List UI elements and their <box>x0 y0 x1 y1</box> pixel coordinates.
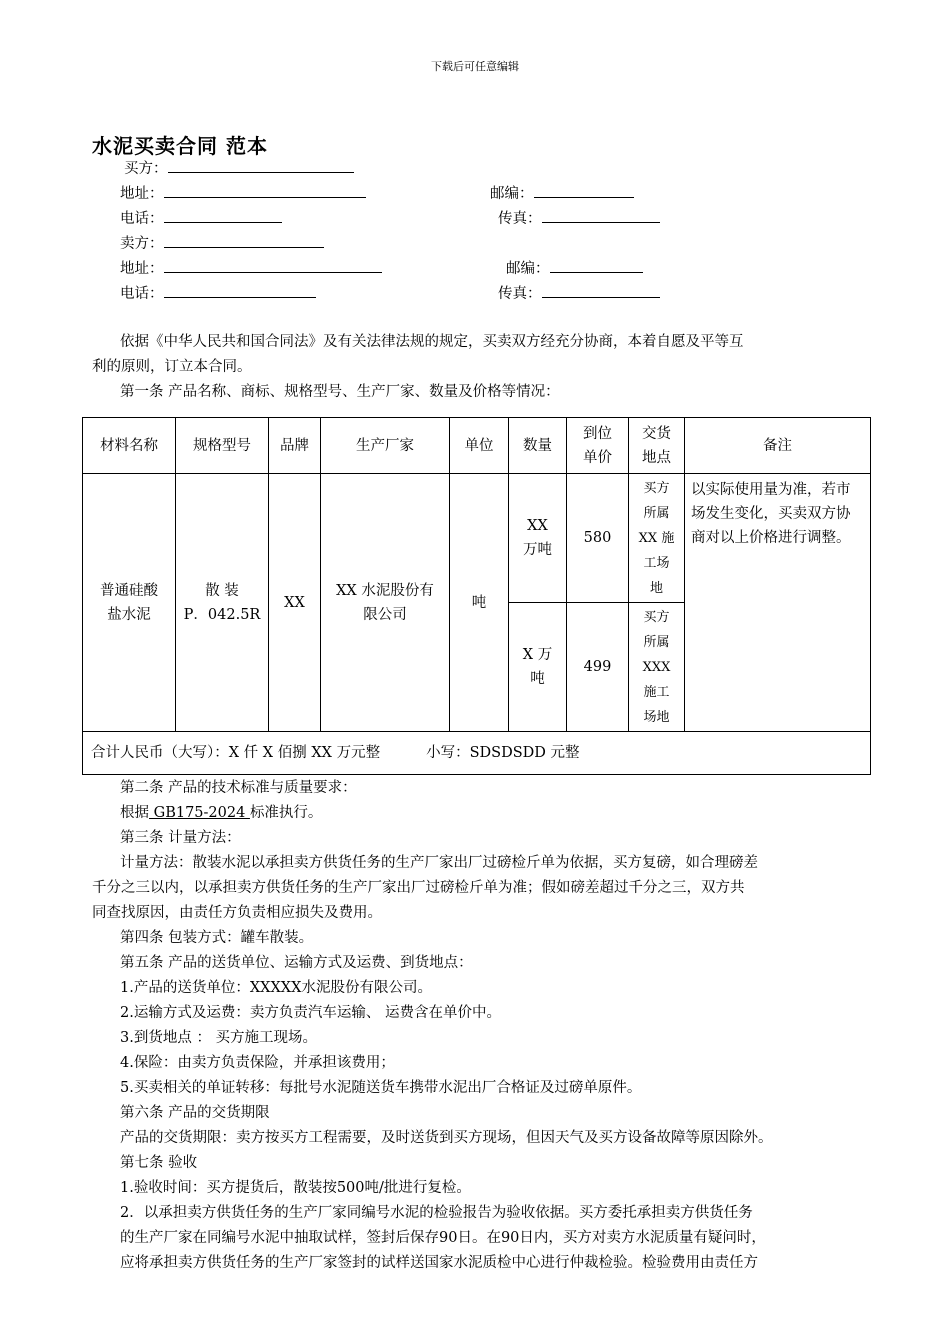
th-place-line: 交货 <box>642 425 671 442</box>
th-material: 材料名称 <box>83 418 176 474</box>
seller-postcode-row <box>506 258 643 279</box>
th-price-line: 单价 <box>583 449 612 466</box>
seller-phone-label: 电话： <box>120 286 164 302</box>
th-maker: 生产厂家 <box>321 418 450 474</box>
article-5-heading: 第五条 产品的送货单位、运输方式及运费、到货地点： <box>120 955 473 971</box>
cell-qty <box>509 603 567 732</box>
th-place <box>629 418 685 474</box>
article-5-item-4: 4.保险：由卖方负责保险，并承担该费用； <box>120 1055 395 1071</box>
seller-field[interactable] <box>164 233 324 248</box>
seller-postcode-label: 邮编： <box>506 261 550 277</box>
article-2-pre: 根据 <box>120 805 149 821</box>
total-text: 合计人民币（大写）：X 仟 X 佰捌 XX 万元整 <box>91 745 381 761</box>
table-row <box>83 474 871 603</box>
cell-place <box>629 474 685 603</box>
seller-phone-field[interactable] <box>164 283 316 298</box>
buyer-postcode-row <box>490 183 634 204</box>
cell-line: 普通硅酸 <box>100 582 158 599</box>
cell-line: 施工 <box>643 684 670 700</box>
cell-line: 场地 <box>643 709 670 725</box>
cell-line: 所属 <box>643 634 670 650</box>
buyer-address-row <box>120 183 366 204</box>
cell-remark: 以实际使用量为准，若市场发生变化，买卖双方协商对以上价格进行调整。 <box>685 474 871 732</box>
header-note: 下载后可任意编辑 <box>431 60 519 73</box>
th-price-line: 到位 <box>583 425 612 442</box>
buyer-fax-label: 传真： <box>498 211 542 227</box>
cell-line: XX <box>527 518 548 534</box>
cell-line: 买方 <box>643 609 670 625</box>
seller-fax-row <box>498 283 660 304</box>
buyer-phone-row <box>120 208 282 229</box>
intro-line-2: 利的原则，订立本合同。 <box>92 359 252 375</box>
th-qty: 数量 <box>509 418 567 474</box>
cell-total <box>83 732 871 775</box>
th-spec: 规格型号 <box>176 418 269 474</box>
buyer-postcode-field[interactable] <box>534 183 634 198</box>
article-7-item-2-line-2: 的生产厂家在同编号水泥中抽取试样，签封后保存90日。在90日内，买方对卖方水泥质量有疑问时， <box>120 1230 766 1246</box>
product-table <box>82 417 871 775</box>
cell-unit: 吨 <box>450 474 509 732</box>
total-small: 小写：SDSDSDD 元整 <box>426 745 580 761</box>
article-5-item-3: 3.到货地点 ： 买方施工现场。 <box>120 1030 318 1046</box>
th-unit: 单位 <box>450 418 509 474</box>
cell-line: 工场 <box>643 555 670 571</box>
th-remark: 备注 <box>685 418 871 474</box>
article-3-line-3: 同查找原因，由责任方负责相应损失及费用。 <box>92 905 382 921</box>
table-total-row <box>83 732 871 775</box>
page-title: 水泥买卖合同 范本 <box>92 134 268 158</box>
cell-price: 580 <box>567 474 629 603</box>
article-2-post: 标准执行。 <box>249 805 323 821</box>
standard-code: GB175-2024 <box>149 805 250 821</box>
article-5-item-2: 2.运输方式及运费：卖方负责汽车运输、 运费含在单价中。 <box>120 1005 501 1021</box>
cell-maker <box>321 474 450 732</box>
article-6-heading: 第六条 产品的交货期限 <box>120 1105 270 1121</box>
article-3-line-1: 计量方法：散装水泥以承担卖方供货任务的生产厂家出厂过磅检斤单为依据，买方复磅，如合理磅差 <box>120 855 758 871</box>
cell-line: 买方 <box>643 480 670 496</box>
buyer-phone-field[interactable] <box>164 208 282 223</box>
cell-line: P．042.5R <box>183 606 261 623</box>
cell-price: 499 <box>567 603 629 732</box>
cell-line: 限公司 <box>363 606 407 623</box>
article-4-heading: 第四条 包装方式：罐车散装。 <box>120 930 314 946</box>
article-5-item-1: 1.产品的送货单位：XXXXX水泥股份有限公司。 <box>120 980 432 996</box>
buyer-postcode-label: 邮编： <box>490 186 534 202</box>
seller-phone-row <box>120 283 316 304</box>
seller-address-row <box>120 258 382 279</box>
cell-brand: XX <box>269 474 321 732</box>
seller-fax-label: 传真： <box>498 286 542 302</box>
article-2-heading: 第二条 产品的技术标准与质量要求： <box>120 780 357 796</box>
buyer-field[interactable] <box>168 158 354 173</box>
article-7-item-2-line-3: 应将承担卖方供货任务的生产厂家签封的试样送国家水泥质检中心进行仲裁检验。检验费用由责任方 <box>120 1255 758 1271</box>
cell-line: 盐水泥 <box>107 606 151 623</box>
cell-spec <box>176 474 269 732</box>
buyer-address-field[interactable] <box>164 183 366 198</box>
buyer-fax-field[interactable] <box>542 208 660 223</box>
article-6-text: 产品的交货期限：卖方按买方工程需要，及时送货到买方现场，但因天气及买方设备故障等原因除外。 <box>120 1130 773 1146</box>
cell-line: XX 水泥股份有 <box>336 582 434 599</box>
cell-line: XX 施 <box>638 530 675 546</box>
th-price <box>567 418 629 474</box>
seller-address-field[interactable] <box>164 258 382 273</box>
article-3-heading: 第三条 计量方法： <box>120 830 241 846</box>
article-2-text <box>120 803 322 823</box>
seller-address-label: 地址： <box>120 261 164 277</box>
cell-line: X 万 <box>522 647 553 663</box>
article-7-item-2-line-1: 2．以承担卖方供货任务的生产厂家同编号水泥的检验报告为验收依据。买方委托承担卖方供货任务 <box>120 1205 753 1221</box>
th-place-line: 地点 <box>642 449 671 466</box>
seller-label: 卖方： <box>120 236 164 252</box>
buyer-fax-row <box>498 208 660 229</box>
article-1-heading: 第一条 产品名称、商标、规格型号、生产厂家、数量及价格等情况： <box>120 384 560 400</box>
article-5-item-5: 5.买卖相关的单证转移：每批号水泥随送货车携带水泥出厂合格证及过磅单原件。 <box>120 1080 642 1096</box>
cell-line: 地 <box>649 580 663 596</box>
cell-place <box>629 603 685 732</box>
buyer-phone-label: 电话： <box>120 211 164 227</box>
cell-line: XXX <box>642 659 671 675</box>
th-brand: 品牌 <box>269 418 321 474</box>
seller-row <box>120 233 324 254</box>
cell-line: 散 装 <box>205 582 239 599</box>
cell-line: 吨 <box>530 671 545 687</box>
cell-material <box>83 474 176 732</box>
article-7-item-1: 1.验收时间：买方提货后，散装按500吨/批进行复检。 <box>120 1180 471 1196</box>
cell-line: 万吨 <box>523 542 552 558</box>
article-7-heading: 第七条 验收 <box>120 1155 198 1171</box>
seller-fax-field[interactable] <box>542 283 660 298</box>
buyer-row <box>124 158 354 179</box>
article-3-line-2: 千分之三以内，以承担卖方供货任务的生产厂家出厂过磅检斤单为准；假如磅差超过千分之三，双方共 <box>92 880 745 896</box>
intro-line-1: 依据《中华人民共和国合同法》及有关法律法规的规定，买卖双方经充分协商，本着自愿及平等互 <box>120 334 744 350</box>
buyer-label: 买方： <box>124 161 168 177</box>
table-header-row <box>83 418 871 474</box>
cell-line: 所属 <box>643 505 670 521</box>
cell-qty <box>509 474 567 603</box>
buyer-address-label: 地址： <box>120 186 164 202</box>
seller-postcode-field[interactable] <box>550 258 643 273</box>
